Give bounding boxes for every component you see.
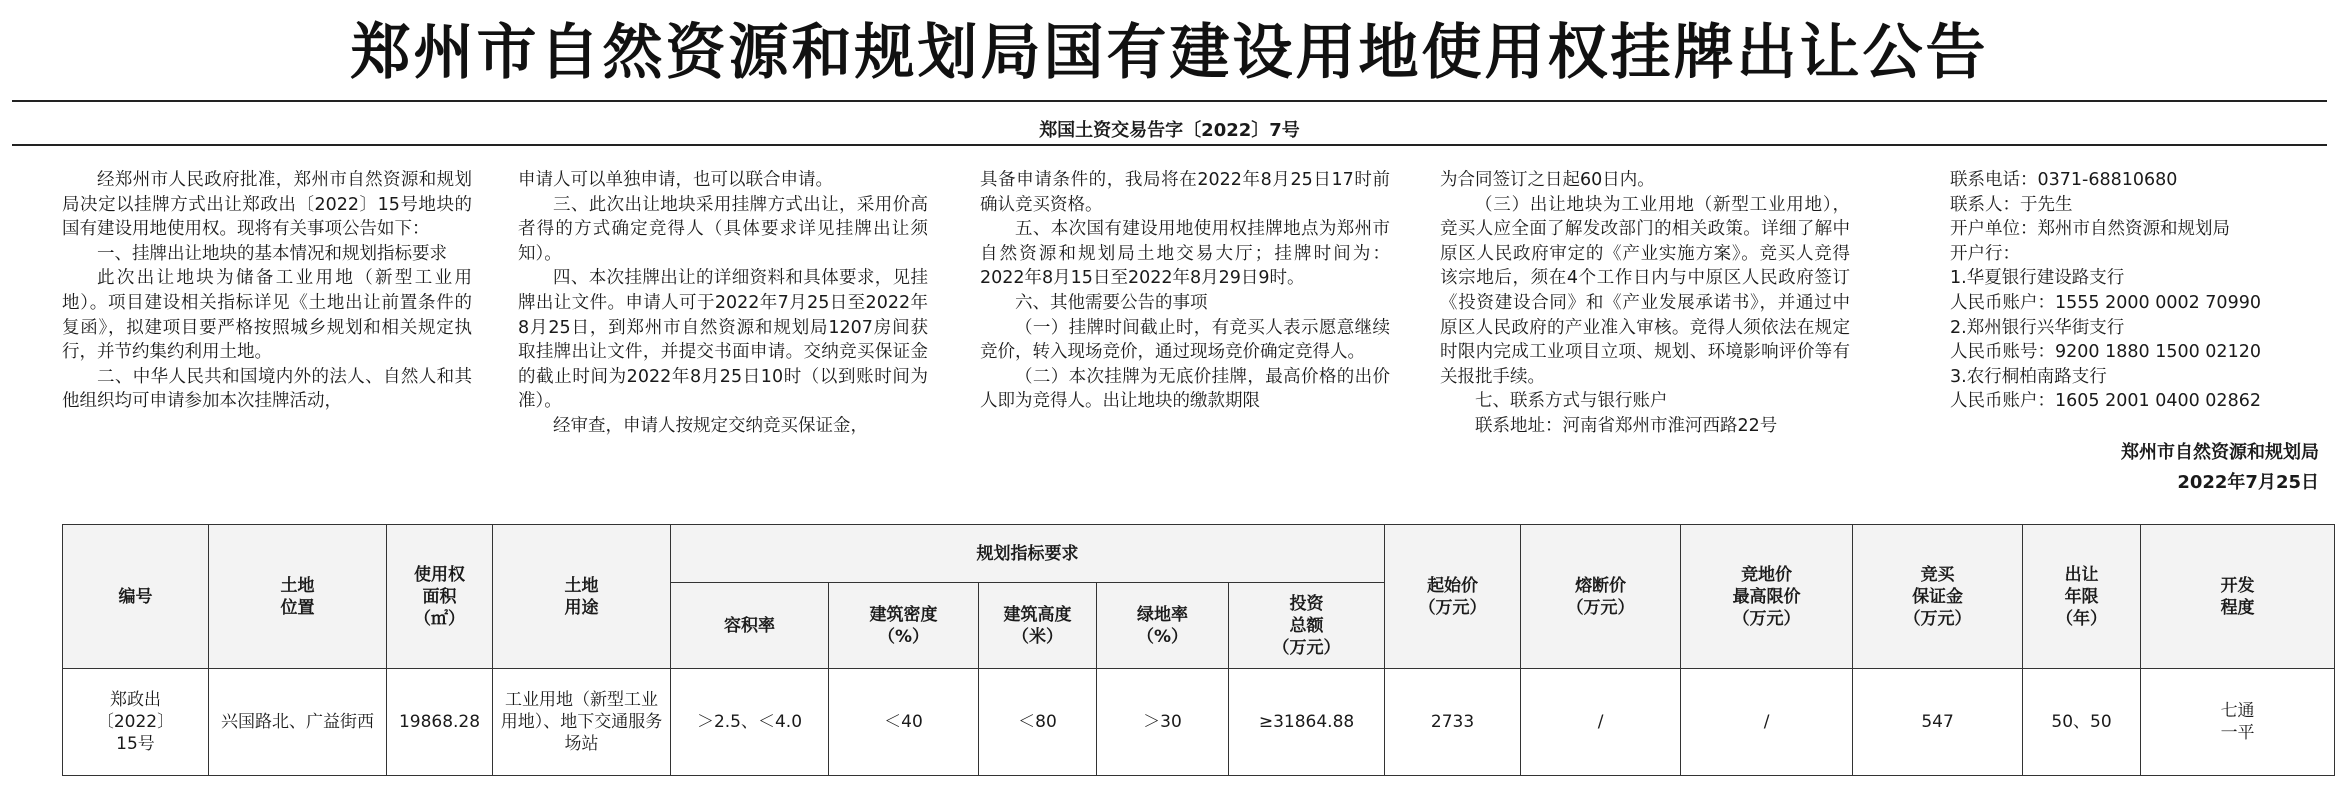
table-row [63,669,2335,776]
bank-account: 人民币账户：1555 2000 0002 70990 [1950,292,2261,313]
signature-org: 郑州市自然资源和规划局 [2121,442,2319,463]
header-green: 绿地率 （%） [1097,583,1229,669]
header-investment: 投资 总额 （万元） [1229,583,1385,669]
header-deposit: 竞买 保证金 （万元） [1853,525,2023,669]
cell-green: ＞30 [1097,669,1229,776]
bank-account: 人民币账户：1605 2001 0400 02862 [1950,391,2261,412]
header-planning: 规划指标要求 [671,525,1385,583]
paragraph: 此次出让地块为储备工业用地（新型工业用地）。项目建设相关指标详见《土地出让前置条件的复函》，拟建项目要严格按照城乡规划和相关规定执行，并节约集约利用土地。 [62,268,472,363]
section-heading: 四、本次挂牌出让的详细资料和具体要求，见挂牌出让文件。申请人可于2022年7月25日至2022年8月25日，到郑州市自然资源和规划局1207房间获取挂牌出让文件，并提交书面申请。交纳竞买保证金的截止时间为2022年8月25日10时（以到账时间为准）。 [518,268,928,412]
text-column-1 [62,168,472,414]
cell-location: 兴国路北、广益街西 [209,669,387,776]
document-number: 郑国土资交易告字〔2022〕7号 [1039,120,1300,141]
cell-deposit: 547 [1853,669,2023,776]
header-density: 建筑密度 （%） [829,583,979,669]
paragraph: 具备申请条件的，我局将在2022年8月25日17时前确认竞买资格。 [980,170,1390,215]
cell-area: 19868.28 [387,669,493,776]
title-divider [12,100,2327,102]
paragraph: （二）本次挂牌为无底价挂牌，最高价格的出价人即为竞得人。出让地块的缴款期限 [980,366,1390,412]
subtitle-divider [12,144,2327,146]
header-location: 土地 位置 [209,525,387,669]
paragraph: 经郑州市人民政府批准，郑州市自然资源和规划局决定以挂牌方式出让郑政出〔2022〕15号地块的国有建设用地使用权。现将有关事项公告如下： [62,170,472,240]
section-heading: 七、联系方式与银行账户 [1475,391,1668,412]
bank-account: 人民币账号：9200 1880 1500 02120 [1950,342,2261,363]
header-start-price: 起始价 （万元） [1385,525,1521,669]
cell-dev: 七通 一平 [2141,669,2335,776]
cell-number: 郑政出 〔2022〕 15号 [63,669,209,776]
text-column-2 [518,168,928,439]
section-heading: 六、其他需要公告的事项 [1015,292,1208,313]
header-term: 出让 年限 （年） [2023,525,2141,669]
header-height: 建筑高度 （米） [979,583,1097,669]
contact-person: 联系人：于先生 [1950,194,2073,215]
cell-height: ＜80 [979,669,1097,776]
contact-address: 联系地址：河南省郑州市淮河西路22号 [1475,415,1778,436]
cell-density: ＜40 [829,669,979,776]
header-far: 容积率 [671,583,829,669]
account-holder: 开户单位：郑州市自然资源和规划局 [1950,219,2230,240]
section-heading: 五、本次国有建设用地使用权挂牌地点为郑州市自然资源和规划局土地交易大厅；挂牌时间为：2022年8月15日至2022年8月29日9时。 [980,219,1390,289]
bank-name: 1.华夏银行建设路支行 [1950,268,2125,289]
cell-usage: 工业用地（新型工业用地）、地下交通服务场站 [493,669,671,776]
announcement-title: 郑州市自然资源和规划局国有建设用地使用权挂牌出让公告 [350,18,1989,88]
paragraph: （一）挂牌时间截止时，有竞买人表示愿意继续竞价，转入现场竞价，通过现场竞价确定竞得人。 [980,317,1390,363]
text-column-3 [980,168,1390,414]
cell-investment: ≥31864.88 [1229,669,1385,776]
paragraph: 申请人可以单独申请，也可以联合申请。 [518,170,833,190]
paragraph: 经审查，申请人按规定交纳竞买保证金， [553,415,868,436]
cell-start-price: 2733 [1385,669,1521,776]
text-column-4 [1440,168,1850,439]
paragraph: 为合同签订之日起60日内。 [1440,170,1655,190]
cell-term: 50、50 [2023,669,2141,776]
header-dev: 开发 程度 [2141,525,2335,669]
land-parcel-table [62,524,2335,776]
contact-column [1950,168,2330,414]
section-heading: 三、此次出让地块采用挂牌方式出让，采用价高者得的方式确定竞得人（具体要求详见挂牌出让须知）。 [518,194,928,264]
header-area: 使用权 面积 （㎡） [387,525,493,669]
bank-name: 3.农行桐柏南路支行 [1950,366,2107,387]
header-number: 编号 [63,525,209,669]
bank-label: 开户行： [1950,243,2020,264]
cell-max-price: / [1681,669,1853,776]
section-heading: 一、挂牌出让地块的基本情况和规划指标要求 [97,243,447,264]
section-heading: 二、中华人民共和国境内外的法人、自然人和其他组织均可申请参加本次挂牌活动， [62,366,472,412]
cell-far: ＞2.5、＜4.0 [671,669,829,776]
signature-date: 2022年7月25日 [2177,472,2319,493]
contact-phone: 联系电话：0371-68810680 [1950,170,2178,190]
paragraph: （三）出让地块为工业用地（新型工业用地），竞买人应全面了解发改部门的相关政策。详细了解中原区人民政府审定的《产业实施方案》。竞买人竞得该宗地后，须在4个工作日内与中原区人民政府签订《投资建设合同》和《产业发展承诺书》，并通过中原区人民政府的产业准入审核。竞得人须依法在规定时限内完成工业项目立项、规划、环境影响评价等有关报批手续。 [1440,194,1850,387]
cell-fuse-price: / [1521,669,1681,776]
header-usage: 土地 用途 [493,525,671,669]
header-max-price: 竞地价 最高限价 （万元） [1681,525,1853,669]
header-fuse-price: 熔断价 （万元） [1521,525,1681,669]
bank-name: 2.郑州银行兴华街支行 [1950,317,2125,338]
